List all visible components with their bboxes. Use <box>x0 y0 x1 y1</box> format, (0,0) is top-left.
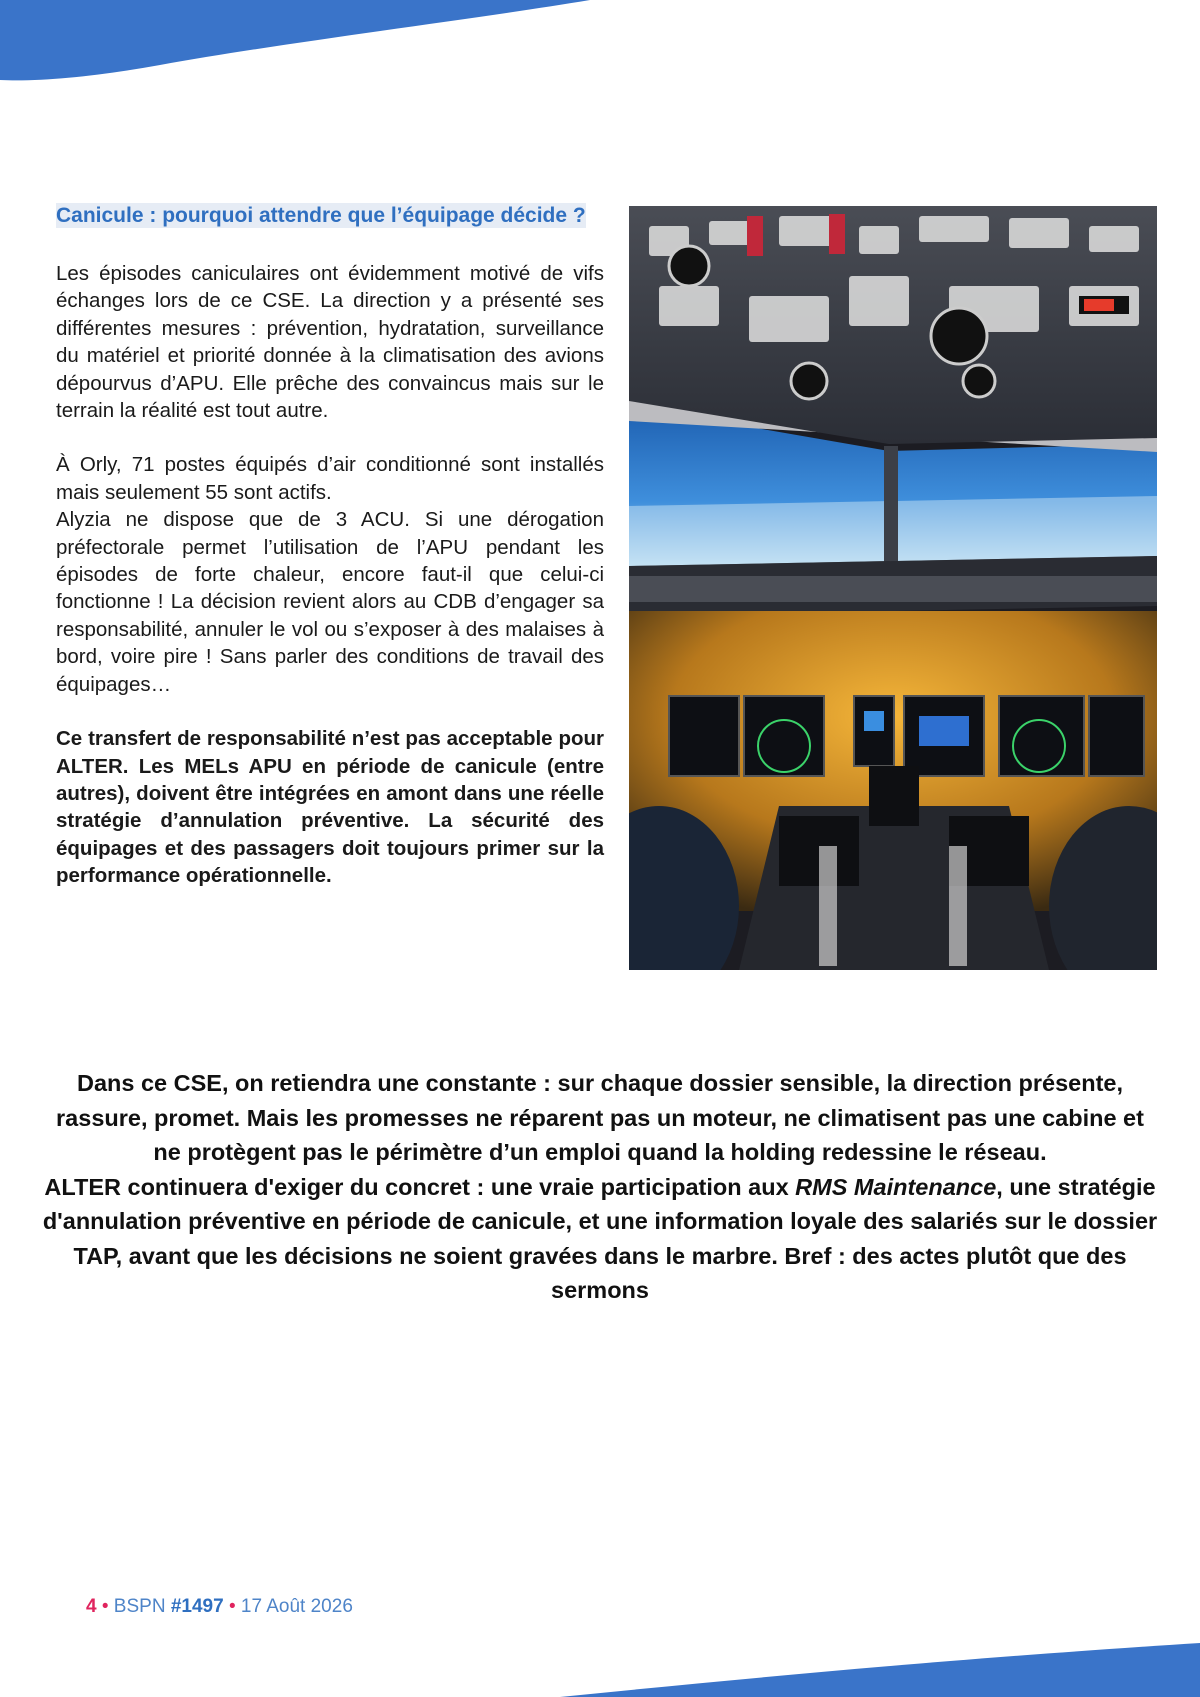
article-column <box>56 202 604 917</box>
conclusion-part-2-end: , une stratégie d'annulation préventive en période de canicule, et une information loyale des salariés sur le dossier TAP, avant que les décisions ne soient gravées dans le marbre. Bref : des actes plutôt que des sermons <box>42 1173 1158 1303</box>
issue-date: 17 Août 2026 <box>240 1596 353 1617</box>
cockpit-photo <box>629 206 1157 970</box>
publication-name: BSPN <box>113 1596 166 1617</box>
article-paragraph-1: Les épisodes caniculaires ont évidemment motivé de vifs échanges lors de ce CSE. La direction y a présenté ses différentes mesures : prévention, hydratation, surveillance du matériel et priorité donnée à la climatisation des avions dépourvus d’APU. Elle prêche des convaincus mais sur le terrain la réalité est tout autre. <box>56 262 604 423</box>
page-number: 4 <box>86 1596 97 1617</box>
conclusion-part-2 <box>40 1170 1160 1308</box>
top-wave-decoration <box>0 0 600 90</box>
bottom-wave-decoration <box>0 1637 1200 1697</box>
page-footer <box>86 1596 353 1618</box>
article-paragraph-2b: Alyzia ne dispose que de 3 ACU. Si une dérogation préfectorale permet l’utilisation de l’APU pendant les épisodes de forte chaleur, encore faut-il que celui-ci fonctionne ! La décision revient alors au CDB d’engager sa responsabilité, annuler le vol ou s’exposer à des malaises à bord, voire pire ! Sans parler des conditions de travail des équipages… <box>56 508 604 696</box>
footer-separator-2: • <box>228 1596 241 1617</box>
article-paragraph-3: Ce transfert de responsabilité n’est pas acceptable pour ALTER. Les MELs APU en période de canicule (entre autres), doivent être intégrées en amont dans une réelle stratégie d’annulation préventive. La sécurité des équipages et des passagers doit toujours primer sur la performance opérationnelle. <box>56 727 604 888</box>
conclusion-part-1: Dans ce CSE, on retiendra une constante : sur chaque dossier sensible, la direction présente, rassure, promet. Mais les promesses ne réparent pas un moteur, ne climatisent pas une cabine et ne protègent pas le périmètre d’un emploi quand la holding redessine le réseau. <box>56 1070 1144 1165</box>
issue-number: #1497 <box>170 1596 224 1617</box>
footer-separator-1: • <box>101 1596 114 1617</box>
conclusion-block <box>40 1066 1160 1308</box>
section-title: Canicule : pourquoi attendre que l’équipage décide ? <box>56 204 586 227</box>
conclusion-part-2-start: ALTER continuera d'exiger du concret : une vraie participation aux <box>44 1173 796 1200</box>
article-paragraph-2a: À Orly, 71 postes équipés d’air conditionné sont installés mais seulement 55 sont actifs. <box>56 453 604 504</box>
conclusion-part-2-italic: RMS Maintenance <box>795 1173 997 1200</box>
